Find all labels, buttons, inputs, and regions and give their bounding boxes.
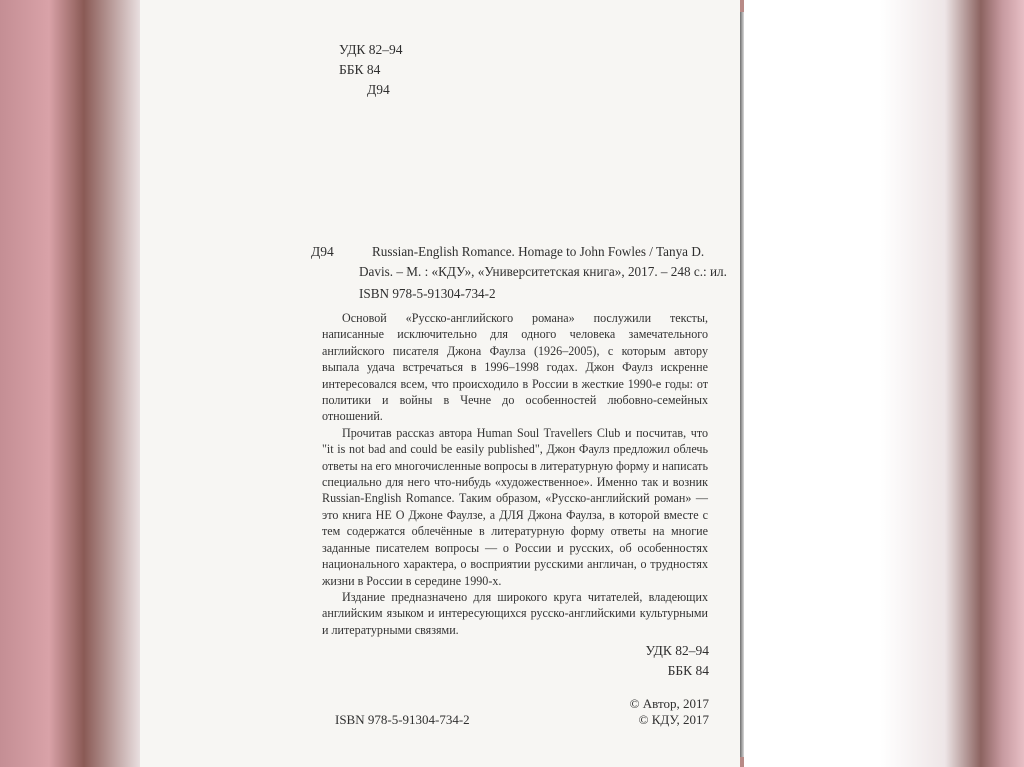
abstract: [322, 310, 708, 638]
background-left-frame: [0, 0, 140, 767]
footer-isbn: ISBN 978-5-91304-734-2: [335, 712, 470, 727]
citation-line-1: Russian-English Romance. Homage to John Fowles / Tanya D.: [372, 244, 705, 259]
page-margin-blank: [744, 0, 880, 767]
udk-code-bottom: УДК 82–94: [645, 643, 709, 658]
copyright-author: © Автор, 2017: [629, 696, 709, 711]
author-code-top: Д94: [367, 82, 390, 97]
abstract-paragraph-2: Прочитав рассказ автора Human Soul Travellers Club и посчитав, что "it is not bad and could be easily published", Джон Фаулз предложил облечь ответы на его многочисленные вопросы в литературную форму и написать специально для него что-нибудь «художественное». Именно так и возник Russian-English Romance. Таким образом, «Русско-английский роман» — это книга НЕ О Джоне Фаулзе, а ДЛЯ Джона Фаулза, в которой вместе с тем содержатся облечённые в литературную форму ответы на многие заданные писателем вопросы — о России и русских, об особенностях национального характера, о восприятии русскими англичан, о трудностях жизни в России в середине 1990-х.: [322, 425, 708, 588]
copyright-publisher: © КДУ, 2017: [638, 712, 709, 727]
citation-line-2: Davis. – М. : «КДУ», «Университетская книга», 2017. – 248 с.: ил.: [359, 264, 727, 279]
abstract-paragraph-1: Основой «Русско-английского романа» послужили тексты, написанные исключительно для одного человека замечательного английского писателя Джона Фаулза (1926–2005), с которым автору выпала удача встречаться в 1996–1998 годах. Джон Фаулз искренне интересовался всем, что происходило в России в жесткие 1990-е годы: от политики и войны в Чечне до особенностей любовно-семейных отношений.: [322, 311, 708, 424]
abstract-paragraph-3: Издание предназначено для широкого круга читателей, владеющих английским языком и интересующихся русско-английскими культурными и литературными связями.: [322, 589, 708, 637]
udk-code-top: УДК 82–94: [339, 42, 403, 57]
background-right-frame: [880, 0, 1024, 767]
bbk-code-top: ББК 84: [339, 62, 381, 77]
bbk-code-bottom: ББК 84: [667, 663, 709, 678]
citation-isbn: ISBN 978-5-91304-734-2: [359, 286, 496, 301]
citation-marker: Д94: [311, 244, 334, 259]
